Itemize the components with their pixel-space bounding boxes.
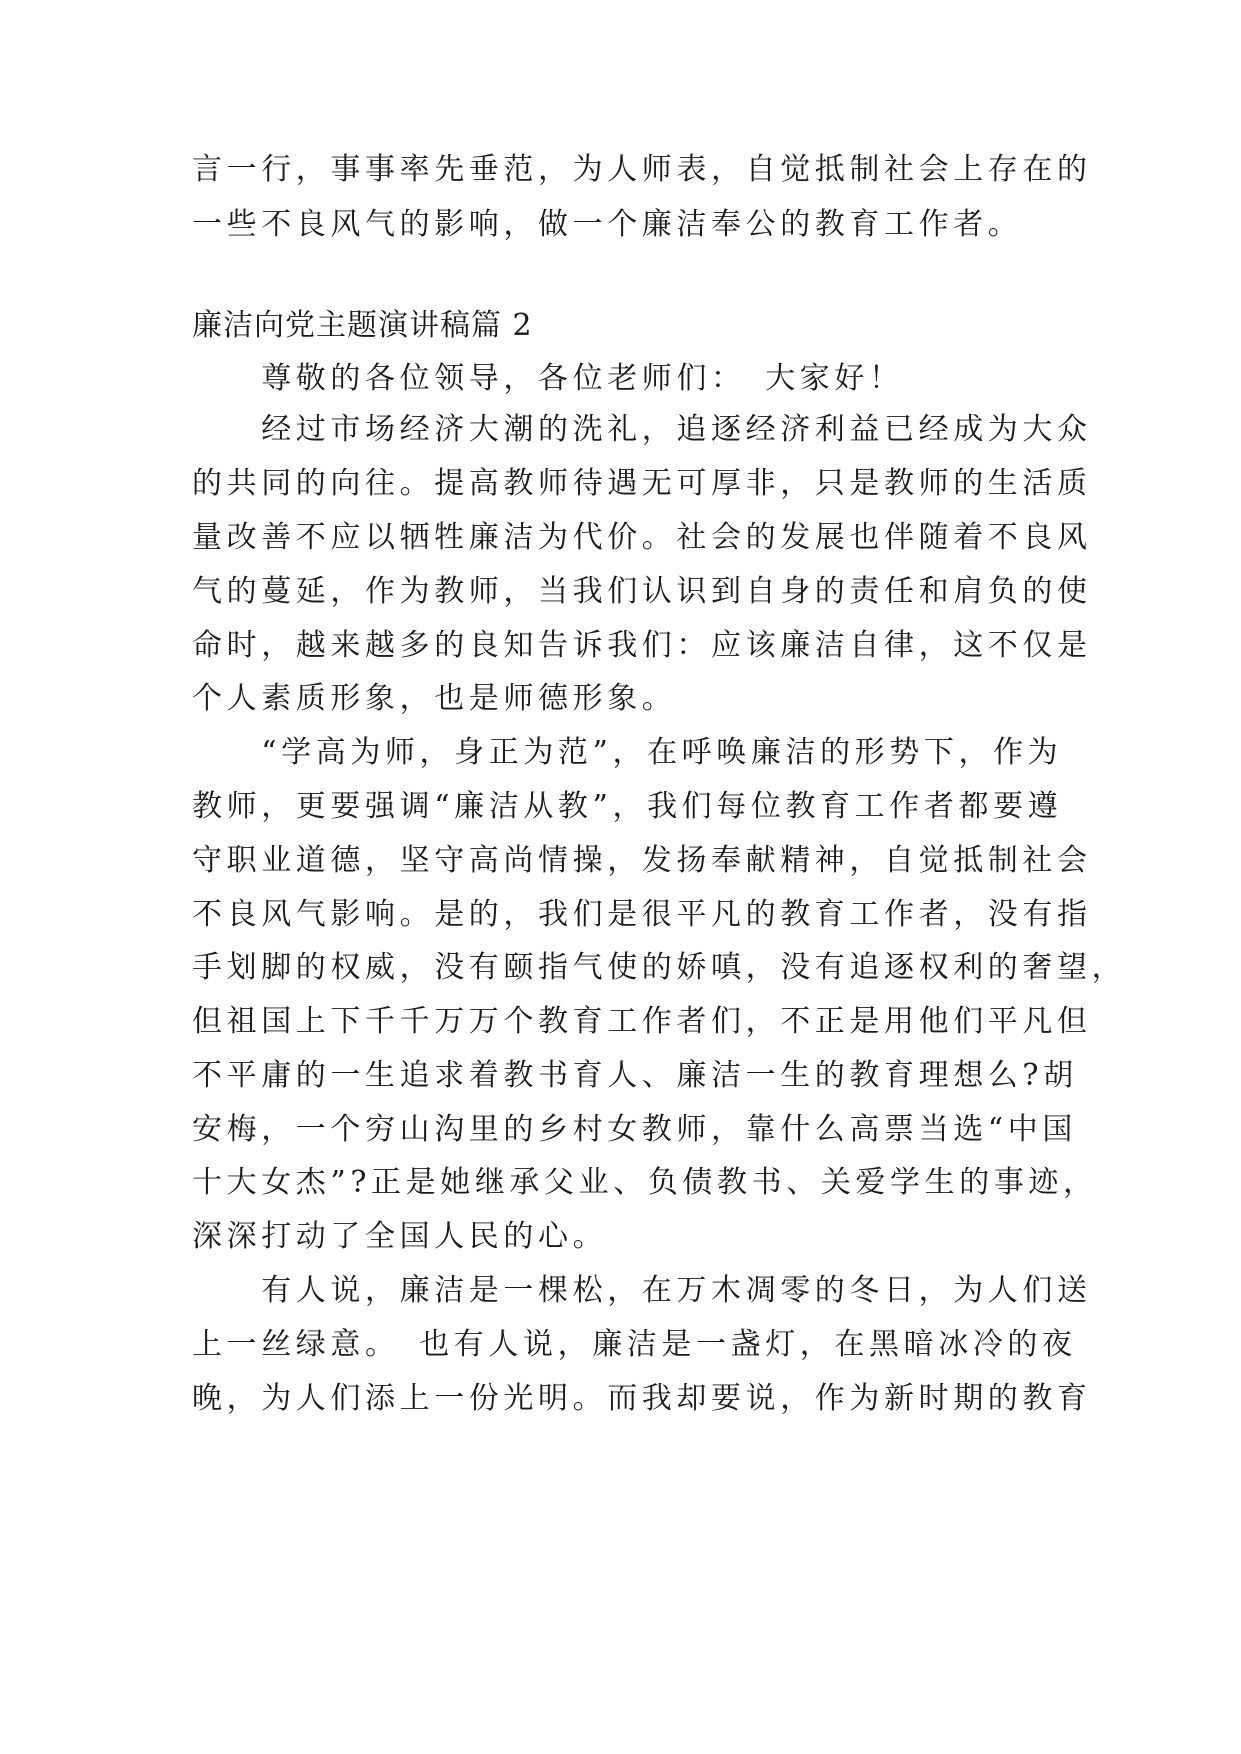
- text-line: 有人说，廉洁是一棵松，在万木凋零的冬日，为人们送: [192, 1273, 1092, 1308]
- text-line: 气的蔓延，作为教师，当我们认识到自身的责任和肩负的使: [192, 574, 1092, 609]
- text-line: 教师，更要强调“廉洁从教”，我们每位教育工作者都要遵: [192, 789, 1063, 824]
- text-line: 深深打动了全国人民的心。: [192, 1219, 608, 1254]
- text-line: 安梅，一个穷山沟里的乡村女教师，靠什么高票当选“中国: [192, 1112, 1077, 1147]
- text-line: 上一丝绿意。 也有人说，廉洁是一盏灯，在黑暗冰冷的夜: [192, 1327, 1077, 1362]
- text-line: 的共同的向往。提高教师待遇无可厚非，只是教师的生活质: [192, 466, 1092, 501]
- text-line: “学高为师，身正为范”，在呼唤廉洁的形势下，作为: [192, 735, 1063, 770]
- text-line: 经过市场经济大潮的洗礼，追逐经济利益已经成为大众: [192, 412, 1092, 447]
- text-line: 一些不良风气的影响，做一个廉洁奉公的教育工作者。: [192, 207, 1023, 242]
- text-line: 命时，越来越多的良知告诉我们：应该廉洁自律，这不仅是: [192, 628, 1092, 663]
- text-line: 但祖国上下千千万万个教育工作者们，不正是用他们平凡但: [192, 1004, 1092, 1039]
- text-line: 守职业道德，坚守高尚情操，发扬奉献精神，自觉抵制社会: [192, 843, 1092, 878]
- text-line: 尊敬的各位领导，各位老师们： 大家好！: [192, 361, 904, 396]
- text-line: 个人素质形象，也是师德形象。: [192, 681, 677, 716]
- text-line: 不平庸的一生追求着教书育人、廉洁一生的教育理想么?胡: [192, 1058, 1078, 1093]
- section-title: 廉洁向党主题演讲稿篇 2: [192, 308, 533, 343]
- text-line: 晚，为人们添上一份光明。而我却要说，作为新时期的教育: [192, 1381, 1092, 1416]
- text-line: 手划脚的权威，没有颐指气使的娇嗔，没有追逐权利的奢望，: [192, 950, 1127, 985]
- text-line: 言一行，事事率先垂范，为人师表，自觉抵制社会上存在的: [192, 152, 1092, 187]
- text-line: 不良风气影响。是的，我们是很平凡的教育工作者，没有指: [192, 897, 1092, 932]
- text-line: 十大女杰”?正是她继承父业、负债教书、关爱学生的事迹，: [192, 1165, 1098, 1200]
- text-line: 量改善不应以牺牲廉洁为代价。社会的发展也伴随着不良风: [192, 520, 1092, 555]
